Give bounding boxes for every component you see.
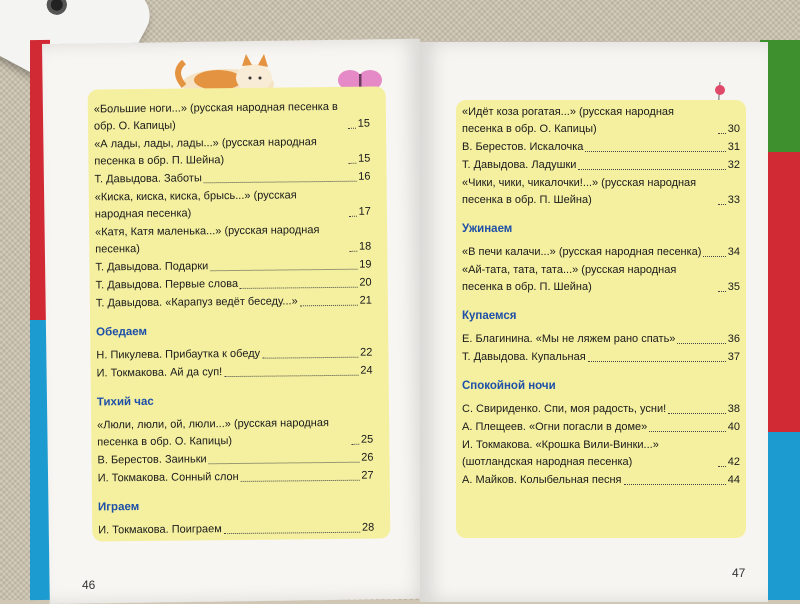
toc-entry-page: 27 — [361, 469, 374, 482]
toc-entry-title: «Идёт коза рогатая...» (русская народная песенка в обр. О. Капицы) — [462, 106, 674, 135]
leader-dots — [262, 357, 358, 359]
leader-dots — [718, 291, 726, 292]
leader-dots — [677, 343, 725, 344]
toc-left — [94, 99, 375, 541]
leader-dots — [588, 361, 726, 362]
toc-entry[interactable] — [98, 520, 374, 540]
leader-dots — [578, 169, 725, 170]
toc-entry[interactable] — [95, 257, 371, 277]
toc-entry-page: 36 — [727, 333, 740, 345]
toc-entry-page: 16 — [358, 170, 371, 183]
toc-entry-title: Н. Пикулева. Прибаутка к обеду — [96, 347, 261, 362]
toc-entry-page: 20 — [359, 276, 372, 289]
toc-entry[interactable] — [98, 468, 374, 488]
toc-entry-title: Т. Давыдова. Заботы — [94, 172, 202, 186]
toc-entry[interactable] — [462, 331, 740, 348]
toc-entry-page: 26 — [361, 451, 374, 464]
toc-entry-page: 21 — [359, 294, 372, 307]
leader-dots — [649, 431, 725, 432]
section-heading: Играем — [97, 501, 140, 514]
toc-entry-title: Е. Благинина. «Мы не ляжем рано спать» — [462, 333, 676, 345]
toc-entry[interactable] — [462, 349, 740, 366]
leader-dots — [300, 305, 358, 307]
toc-entry-page: 19 — [359, 258, 372, 271]
toc-entry-title: «Киска, киска, киска, брысь...» (русская народная песенка) — [94, 189, 297, 221]
camera-lens — [43, 0, 70, 18]
toc-entry-title: А. Плещеев. «Огни погасли в доме» — [462, 421, 648, 433]
leader-dots — [668, 413, 726, 414]
toc-entry-page: 40 — [727, 421, 740, 433]
toc-entry-title: И. Токмакова. Поиграем — [98, 523, 222, 537]
toc-entry-page: 42 — [727, 456, 740, 468]
toc-entry[interactable] — [95, 187, 371, 224]
toc-entry-title: Т. Давыдова. Купальная — [462, 351, 586, 363]
toc-entry-title: В. Берестов. Искалочка — [462, 141, 584, 153]
leader-dots — [351, 444, 359, 445]
toc-entry-page: 25 — [360, 433, 374, 446]
leader-dots — [224, 532, 360, 534]
toc-entry[interactable] — [96, 275, 372, 295]
toc-entry-title: И. Токмакова. Ай да суп! — [96, 366, 223, 380]
toc-entry[interactable] — [462, 472, 740, 489]
toc-entry-title: «Ай-тата, тата, тата...» (русская народная песенка в обр. П. Шейна) — [462, 264, 677, 293]
toc-entry[interactable] — [96, 363, 372, 383]
leader-dots — [241, 480, 360, 482]
toc-entry-page: 37 — [727, 351, 740, 363]
section-heading: Купаемся — [462, 310, 517, 322]
toc-entry[interactable] — [96, 345, 372, 365]
toc-entry-title: «Большие ноги...» (русская народная песенка в обр. О. Капицы) — [93, 100, 338, 133]
leader-dots — [718, 466, 726, 467]
leader-dots — [349, 216, 357, 217]
section-heading: Обедаем — [96, 325, 148, 339]
toc-entry-page: 34 — [727, 246, 740, 258]
leader-dots — [718, 204, 726, 205]
page-number-left: 46 — [82, 578, 96, 592]
toc-entry-page: 33 — [727, 194, 740, 206]
toc-right — [462, 104, 740, 490]
leader-dots — [210, 269, 357, 272]
toc-entry-title: А. Майков. Колыбельная песня — [462, 474, 622, 486]
toc-entry[interactable] — [94, 99, 370, 136]
toc-entry-page: 22 — [360, 346, 373, 359]
toc-entry-title: Т. Давыдова. Ладушки — [462, 159, 577, 171]
toc-entry-title: «Катя, Катя маленька...» (русская народная песенка) — [95, 224, 320, 256]
leader-dots — [348, 163, 356, 164]
section-heading: Спокойной ночи — [462, 380, 556, 392]
page-number-right: 47 — [732, 566, 746, 580]
toc-entry-page: 24 — [360, 364, 373, 377]
toc-entry-page: 32 — [727, 159, 740, 171]
toc-entry[interactable] — [94, 169, 370, 189]
leader-dots — [349, 251, 357, 252]
toc-entry-page: 44 — [727, 474, 740, 486]
leader-dots — [224, 375, 358, 377]
toc-entry[interactable] — [94, 134, 370, 171]
toc-entry[interactable] — [96, 293, 372, 313]
leader-dots — [209, 462, 360, 465]
toc-entry[interactable] — [95, 222, 371, 259]
leader-dots — [624, 484, 726, 485]
leader-dots — [240, 287, 357, 289]
toc-entry-page: 17 — [358, 205, 371, 218]
leader-dots — [718, 133, 726, 134]
toc-entry[interactable] — [97, 415, 373, 452]
toc-entry-title: И. Токмакова. «Крошка Вили-Винки...» (шотландская народная песенка) — [462, 439, 659, 468]
toc-entry[interactable] — [462, 437, 740, 471]
toc-entry[interactable] — [97, 450, 373, 470]
toc-entry-title: «Люли, люли, ой, люли...» (русская народная песенка в обр. О. Капицы) — [97, 417, 329, 449]
section-heading: Тихий час — [96, 395, 154, 409]
toc-entry-title: Т. Давыдова. Первые слова — [95, 277, 239, 292]
toc-entry-title: В. Берестов. Заиньки — [97, 453, 207, 467]
toc-entry-title: Т. Давыдова. «Карапуз ведёт беседу...» — [95, 295, 298, 310]
leader-dots — [204, 181, 356, 184]
toc-entry-title: Т. Давыдова. Подарки — [95, 260, 209, 274]
toc-entry-page: 28 — [361, 521, 375, 534]
leader-dots — [348, 128, 356, 129]
toc-entry-title: «А лады, лады, лады...» (русская народная песенка в обр. П. Шейна) — [94, 136, 317, 168]
toc-entry[interactable] — [462, 157, 740, 174]
leader-dots — [585, 151, 725, 152]
toc-entry-page: 18 — [358, 240, 372, 253]
toc-entry[interactable] — [462, 175, 740, 209]
toc-entry-page: 30 — [727, 123, 740, 135]
toc-entry[interactable] — [462, 262, 740, 296]
toc-entry[interactable] — [462, 419, 740, 436]
leader-dots — [703, 256, 725, 257]
toc-entry-page: 15 — [357, 117, 371, 130]
toc-entry-page: 35 — [727, 281, 740, 293]
toc-entry-page: 31 — [727, 141, 740, 153]
toc-entry-page: 38 — [727, 403, 740, 415]
toc-entry[interactable] — [462, 401, 740, 418]
toc-entry[interactable] — [462, 104, 740, 138]
toc-entry-title: «Чики, чики, чикалочки!...» (русская народная песенка в обр. П. Шейна) — [462, 177, 697, 206]
toc-entry-title: «В печи калачи...» (русская народная песенка) — [462, 246, 702, 258]
toc-entry-page: 15 — [358, 152, 371, 165]
toc-entry-title: И. Токмакова. Сонный слон — [97, 470, 239, 485]
toc-entry-title: С. Свириденко. Спи, моя радость, усни! — [462, 403, 667, 415]
toc-entry[interactable] — [462, 139, 740, 156]
toc-entry[interactable] — [462, 244, 740, 261]
section-heading: Ужинаем — [462, 223, 513, 235]
